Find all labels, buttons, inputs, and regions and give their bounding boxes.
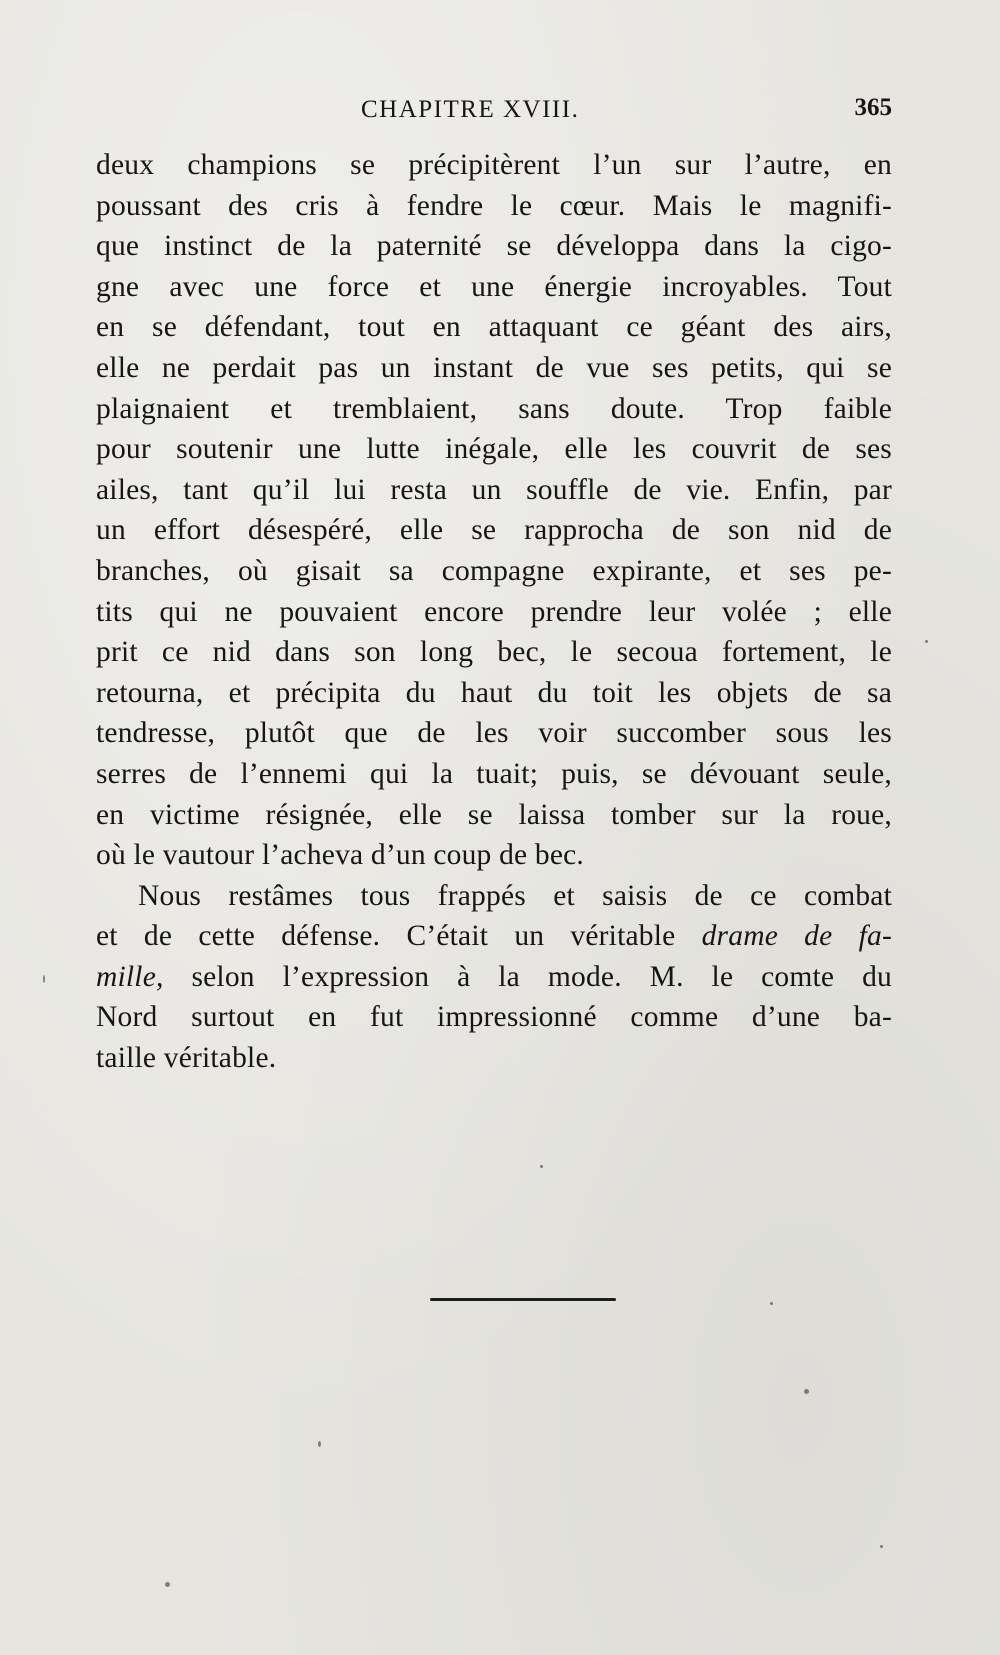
text-line: branches, où gisait sa compagne expirante, et ses pe- [96, 554, 892, 587]
line-text: selon l’expression à la mode. M. le comte du [191, 960, 892, 993]
text-line [96, 916, 892, 957]
paper-speck [165, 1582, 170, 1587]
text-line: en victime résignée, elle se laissa tomber sur la roue, [96, 798, 892, 831]
paper-speck [540, 1165, 543, 1168]
text-line: retourna, et précipita du haut du toit les objets de sa [96, 676, 892, 709]
running-title: CHAPITRE XVIII. [361, 96, 580, 123]
paper-speck [804, 1389, 809, 1394]
paragraph-start-line: Nous restâmes tous frappés et saisis de ce combat [138, 879, 892, 912]
paper-speck [770, 1302, 773, 1305]
text-line [96, 957, 892, 998]
italic-phrase: drame de fa- [701, 920, 892, 953]
italic-phrase: mille, [96, 960, 164, 993]
text-line: que instinct de la paternité se développa dans la cigo- [96, 230, 892, 263]
paper-speck [880, 1545, 883, 1548]
text-line: ailes, tant qu’il lui resta un souffle de vie. Enfin, par [96, 473, 892, 506]
paragraph-end-line: où le vautour l’acheva d’un coup de bec. [96, 839, 584, 872]
text-line: plaignaient et tremblaient, sans doute. Trop faible [96, 392, 892, 425]
text-line: pour soutenir une lutte inégale, elle les couvrit de ses [96, 433, 892, 466]
body-text [96, 145, 892, 1079]
text-line: elle ne perdait pas un instant de vue ses petits, qui se [96, 351, 892, 384]
text-line: tits qui ne pouvaient encore prendre leur volée ; elle [96, 595, 892, 628]
text-line: prit ce nid dans son long bec, le secoua fortement, le [96, 636, 892, 669]
page-number: 365 [854, 94, 892, 121]
text-line: gne avec une force et une énergie incroyables. Tout [96, 270, 892, 303]
paper-speck [925, 640, 928, 643]
line-text: et de cette défense. C’était un véritable [96, 920, 676, 953]
paragraph-end-line: taille véritable. [96, 1042, 277, 1075]
text-line: poussant des cris à fendre le cœur. Mais le magnifi- [96, 189, 892, 222]
text-line: deux champions se précipitèrent l’un sur l’autre, en [96, 149, 892, 181]
text-line: Nord surtout en fut impressionné comme d’une ba- [96, 1001, 892, 1034]
text-line: en se défendant, tout en attaquant ce géant des airs, [96, 311, 892, 344]
chapter-end-rule [430, 1298, 616, 1301]
text-line: tendresse, plutôt que de les voir succomber sous les [96, 717, 892, 750]
text-line: un effort désespéré, elle se rapprocha de son nid de [96, 514, 892, 547]
paper-speck [43, 975, 45, 983]
page-header [96, 96, 892, 136]
text-line: serres de l’ennemi qui la tuait; puis, se dévouant seule, [96, 757, 892, 790]
paper-speck [318, 1441, 321, 1447]
